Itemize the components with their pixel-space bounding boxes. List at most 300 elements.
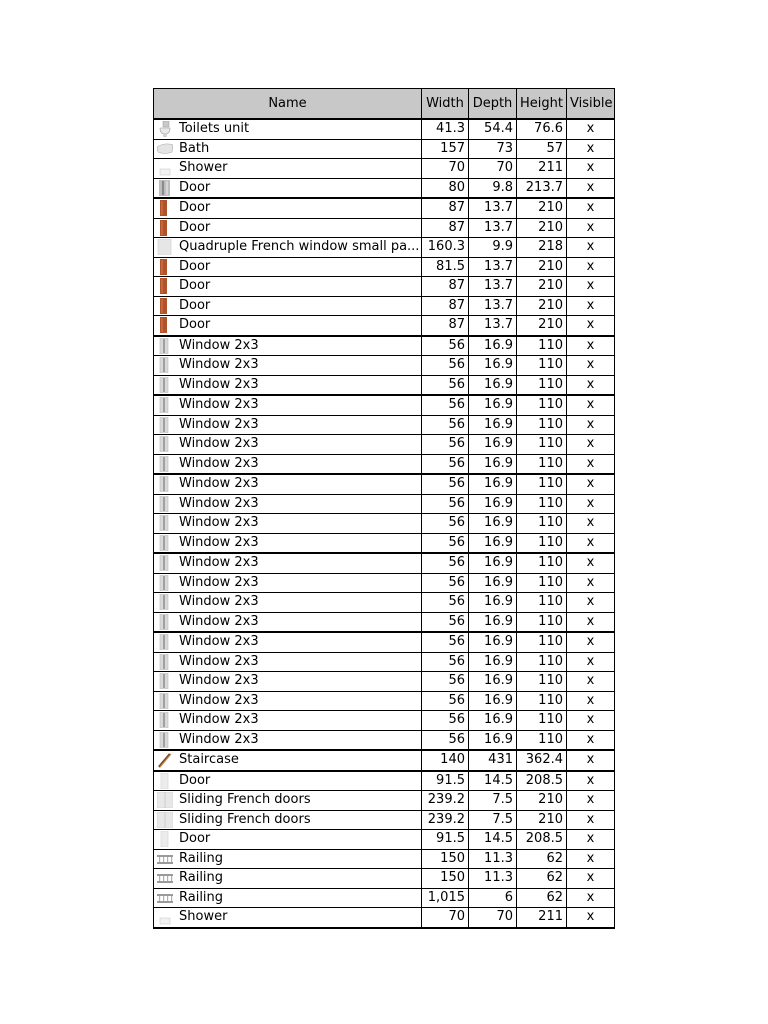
cell-depth: 6	[469, 888, 517, 908]
cell-visible[interactable]: x	[567, 632, 615, 652]
table-row[interactable]	[154, 830, 615, 850]
cell-visible[interactable]: x	[567, 672, 615, 692]
window-icon	[157, 397, 173, 413]
table-row[interactable]	[154, 178, 615, 198]
table-row[interactable]	[154, 238, 615, 258]
table-row[interactable]	[154, 612, 615, 632]
window-icon	[157, 456, 173, 472]
table-row[interactable]	[154, 356, 615, 376]
cell-visible[interactable]: x	[567, 296, 615, 316]
cell-depth: 70	[469, 908, 517, 928]
item-name: Window 2x3	[179, 673, 259, 688]
cell-visible[interactable]: x	[567, 454, 615, 474]
cell-visible[interactable]: x	[567, 533, 615, 553]
toilet-icon	[157, 121, 173, 137]
item-name: Window 2x3	[179, 692, 259, 708]
cell-name	[154, 730, 422, 750]
column-header-width[interactable]: Width	[422, 89, 469, 120]
cell-width: 56	[422, 730, 469, 750]
cell-depth: 16.9	[469, 474, 517, 494]
cell-depth: 16.9	[469, 395, 517, 415]
cell-height: 110	[517, 454, 567, 474]
item-name: Window 2x3	[179, 376, 259, 392]
railing-icon	[157, 890, 173, 906]
cell-height: 110	[517, 415, 567, 435]
cell-depth: 70	[469, 159, 517, 179]
cell-visible[interactable]: x	[567, 750, 615, 771]
table-row[interactable]	[154, 435, 615, 455]
cell-depth: 9.8	[469, 178, 517, 198]
window-icon	[157, 594, 173, 610]
table-row[interactable]	[154, 672, 615, 692]
cell-visible[interactable]: x	[567, 514, 615, 534]
cell-width: 56	[422, 672, 469, 692]
table-row[interactable]	[154, 218, 615, 238]
cell-height: 110	[517, 711, 567, 731]
cell-visible[interactable]: x	[567, 593, 615, 613]
window-icon	[157, 535, 173, 551]
cell-height: 208.5	[517, 771, 567, 791]
cell-height: 211	[517, 908, 567, 928]
bath-icon	[157, 141, 173, 157]
item-name: Railing	[179, 889, 224, 905]
column-header-visible[interactable]: Visible	[567, 89, 615, 120]
cell-visible[interactable]: x	[567, 612, 615, 632]
cell-width: 56	[422, 632, 469, 652]
table-row[interactable]	[154, 711, 615, 731]
cell-name	[154, 198, 422, 218]
item-name: Window 2x3	[179, 534, 259, 550]
window-icon	[157, 357, 173, 373]
cell-visible[interactable]: x	[567, 573, 615, 593]
item-name: Door	[179, 297, 211, 313]
table-body	[154, 119, 615, 928]
cell-height: 110	[517, 514, 567, 534]
item-name: Window 2x3	[179, 357, 259, 372]
cell-height: 62	[517, 869, 567, 889]
cell-visible[interactable]: x	[567, 257, 615, 277]
cell-depth: 13.7	[469, 198, 517, 218]
cell-name	[154, 257, 422, 277]
cell-depth: 13.7	[469, 277, 517, 297]
cell-visible[interactable]: x	[567, 791, 615, 811]
cell-visible[interactable]: x	[567, 238, 615, 258]
cell-visible[interactable]: x	[567, 159, 615, 179]
cell-visible[interactable]: x	[567, 198, 615, 218]
item-name: Window 2x3	[179, 634, 259, 649]
cell-height: 110	[517, 494, 567, 514]
cell-name	[154, 296, 422, 316]
cell-depth: 11.3	[469, 869, 517, 889]
cell-height: 62	[517, 849, 567, 869]
item-name: Window 2x3	[179, 555, 259, 570]
cell-name	[154, 178, 422, 198]
cell-name	[154, 750, 422, 771]
cell-width: 56	[422, 533, 469, 553]
item-name: Door	[179, 278, 211, 293]
cell-height: 210	[517, 810, 567, 830]
table-row[interactable]	[154, 791, 615, 811]
cell-name	[154, 652, 422, 672]
item-name: Window 2x3	[179, 653, 259, 669]
door-wood-icon	[157, 278, 173, 294]
cell-name	[154, 336, 422, 356]
door-wood-icon	[157, 200, 173, 216]
table-row[interactable]	[154, 652, 615, 672]
cell-depth: 16.9	[469, 573, 517, 593]
item-name: Door	[179, 772, 211, 788]
table-header-row	[154, 89, 615, 120]
cell-width: 1,015	[422, 888, 469, 908]
table-row[interactable]	[154, 849, 615, 869]
cell-width: 56	[422, 415, 469, 435]
cell-height: 362.4	[517, 750, 567, 771]
cell-width: 56	[422, 375, 469, 395]
cell-name	[154, 791, 422, 811]
table-row[interactable]	[154, 730, 615, 750]
table-row[interactable]	[154, 415, 615, 435]
cell-name	[154, 869, 422, 889]
window-icon	[157, 377, 173, 393]
table-row[interactable]	[154, 869, 615, 889]
item-name: Window 2x3	[179, 574, 259, 590]
cell-name	[154, 474, 422, 494]
cell-depth: 7.5	[469, 791, 517, 811]
cell-visible[interactable]: x	[567, 691, 615, 711]
shower-icon	[157, 160, 173, 176]
door-wood-icon	[157, 220, 173, 236]
cell-visible[interactable]: x	[567, 316, 615, 336]
cell-depth: 11.3	[469, 849, 517, 869]
cell-width: 80	[422, 178, 469, 198]
cell-height: 110	[517, 356, 567, 376]
table-row[interactable]	[154, 494, 615, 514]
cell-depth: 16.9	[469, 730, 517, 750]
cell-width: 87	[422, 277, 469, 297]
cell-depth: 16.9	[469, 356, 517, 376]
window-icon	[157, 476, 173, 492]
cell-height: 210	[517, 296, 567, 316]
cell-width: 56	[422, 553, 469, 573]
window-icon	[157, 673, 173, 689]
cell-depth: 14.5	[469, 771, 517, 791]
cell-height: 110	[517, 593, 567, 613]
window-icon	[157, 654, 173, 670]
item-name: Window 2x3	[179, 613, 259, 629]
column-header-depth[interactable]: Depth	[469, 89, 517, 120]
item-name: Window 2x3	[179, 495, 259, 511]
cell-depth: 13.7	[469, 218, 517, 238]
cell-height: 110	[517, 632, 567, 652]
cell-name	[154, 514, 422, 534]
cell-depth: 16.9	[469, 632, 517, 652]
cell-visible[interactable]: x	[567, 435, 615, 455]
item-name: Toilets unit	[179, 121, 250, 136]
cell-height: 210	[517, 277, 567, 297]
sliding-door-icon	[157, 812, 173, 828]
railing-icon	[157, 851, 173, 867]
cell-width: 56	[422, 612, 469, 632]
item-name: Window 2x3	[179, 515, 259, 530]
window-icon	[157, 712, 173, 728]
item-name: Window 2x3	[179, 712, 259, 727]
table-row[interactable]	[154, 533, 615, 553]
cell-depth: 16.9	[469, 336, 517, 356]
cell-depth: 16.9	[469, 514, 517, 534]
cell-name	[154, 159, 422, 179]
item-name: Railing	[179, 850, 224, 866]
cell-height: 110	[517, 612, 567, 632]
cell-height: 110	[517, 730, 567, 750]
cell-name	[154, 672, 422, 692]
cell-name	[154, 218, 422, 238]
table-row[interactable]	[154, 159, 615, 179]
window-icon	[157, 614, 173, 630]
cell-name	[154, 356, 422, 376]
cell-visible[interactable]: x	[567, 494, 615, 514]
item-name: Railing	[179, 870, 224, 885]
cell-visible[interactable]: x	[567, 771, 615, 791]
cell-depth: 16.9	[469, 454, 517, 474]
table-row[interactable]	[154, 553, 615, 573]
cell-visible[interactable]: x	[567, 810, 615, 830]
cell-height: 208.5	[517, 830, 567, 850]
door-white-icon	[157, 773, 173, 789]
cell-name	[154, 908, 422, 928]
cell-depth: 7.5	[469, 810, 517, 830]
cell-width: 87	[422, 218, 469, 238]
cell-width: 56	[422, 514, 469, 534]
cell-visible[interactable]: x	[567, 277, 615, 297]
cell-visible[interactable]: x	[567, 652, 615, 672]
table-row[interactable]	[154, 514, 615, 534]
cell-visible[interactable]: x	[567, 553, 615, 573]
cell-height: 210	[517, 198, 567, 218]
french-window-icon	[157, 239, 173, 255]
cell-visible[interactable]: x	[567, 711, 615, 731]
cell-name	[154, 277, 422, 297]
cell-depth: 13.7	[469, 296, 517, 316]
cell-name	[154, 632, 422, 652]
item-name: Bath	[179, 140, 210, 156]
cell-name	[154, 316, 422, 336]
table-row[interactable]	[154, 810, 615, 830]
cell-height: 110	[517, 573, 567, 593]
item-name: Staircase	[179, 752, 239, 767]
cell-depth: 73	[469, 139, 517, 159]
cell-width: 41.3	[422, 119, 469, 139]
cell-visible[interactable]: x	[567, 869, 615, 889]
cell-visible[interactable]: x	[567, 218, 615, 238]
cell-visible[interactable]: x	[567, 415, 615, 435]
railing-icon	[157, 870, 173, 886]
cell-visible[interactable]: x	[567, 888, 615, 908]
table-row[interactable]	[154, 771, 615, 791]
item-name: Door	[179, 200, 211, 215]
cell-height: 211	[517, 159, 567, 179]
table-row[interactable]	[154, 691, 615, 711]
cell-name	[154, 139, 422, 159]
item-name: Window 2x3	[179, 397, 259, 412]
cell-width: 56	[422, 711, 469, 731]
item-name: Door	[179, 219, 211, 235]
item-name: Window 2x3	[179, 416, 259, 432]
table-row[interactable]	[154, 474, 615, 494]
cell-depth: 16.9	[469, 415, 517, 435]
window-icon	[157, 732, 173, 748]
door-grey-icon	[157, 180, 173, 196]
cell-width: 56	[422, 652, 469, 672]
item-name: Window 2x3	[179, 731, 259, 747]
cell-name	[154, 612, 422, 632]
cell-name	[154, 533, 422, 553]
cell-width: 87	[422, 198, 469, 218]
cell-width: 56	[422, 691, 469, 711]
cell-height: 110	[517, 435, 567, 455]
cell-name	[154, 395, 422, 415]
cell-width: 157	[422, 139, 469, 159]
item-name: Window 2x3	[179, 337, 259, 353]
window-icon	[157, 338, 173, 354]
cell-visible[interactable]: x	[567, 474, 615, 494]
cell-width: 87	[422, 296, 469, 316]
cell-width: 56	[422, 435, 469, 455]
table-row[interactable]	[154, 573, 615, 593]
furniture-list	[153, 88, 614, 929]
cell-height: 62	[517, 888, 567, 908]
cell-name	[154, 830, 422, 850]
cell-name	[154, 454, 422, 474]
cell-visible[interactable]: x	[567, 356, 615, 376]
column-header-height[interactable]: Height	[517, 89, 567, 120]
table-row[interactable]	[154, 593, 615, 613]
table-row[interactable]	[154, 888, 615, 908]
item-name: Quadruple French window small pa...	[179, 239, 420, 254]
cell-name	[154, 415, 422, 435]
cell-width: 56	[422, 454, 469, 474]
cell-visible[interactable]: x	[567, 908, 615, 928]
table-row[interactable]	[154, 336, 615, 356]
cell-height: 210	[517, 257, 567, 277]
item-name: Window 2x3	[179, 436, 259, 451]
cell-depth: 16.9	[469, 533, 517, 553]
cell-depth: 16.9	[469, 691, 517, 711]
cell-visible[interactable]: x	[567, 849, 615, 869]
cell-width: 56	[422, 395, 469, 415]
furniture-table	[153, 88, 615, 929]
cell-depth: 16.9	[469, 652, 517, 672]
cell-visible[interactable]: x	[567, 139, 615, 159]
item-name: Sliding French doors	[179, 811, 311, 827]
column-header-name[interactable]: Name	[154, 89, 422, 120]
table-row[interactable]	[154, 277, 615, 297]
cell-width: 70	[422, 159, 469, 179]
table-row[interactable]	[154, 198, 615, 218]
cell-height: 210	[517, 218, 567, 238]
item-name: Door	[179, 317, 211, 332]
cell-visible[interactable]: x	[567, 336, 615, 356]
cell-width: 56	[422, 336, 469, 356]
item-name: Window 2x3	[179, 455, 259, 471]
cell-depth: 9.9	[469, 238, 517, 258]
cell-depth: 13.7	[469, 257, 517, 277]
window-icon	[157, 515, 173, 531]
cell-name	[154, 711, 422, 731]
cell-name	[154, 435, 422, 455]
cell-visible[interactable]: x	[567, 119, 615, 139]
cell-name	[154, 810, 422, 830]
table-row[interactable]	[154, 316, 615, 336]
cell-depth: 54.4	[469, 119, 517, 139]
door-wood-icon	[157, 298, 173, 314]
table-row[interactable]	[154, 257, 615, 277]
cell-height: 57	[517, 139, 567, 159]
table-row[interactable]	[154, 908, 615, 928]
cell-visible[interactable]: x	[567, 375, 615, 395]
table-row[interactable]	[154, 139, 615, 159]
cell-name	[154, 888, 422, 908]
table-row[interactable]	[154, 750, 615, 771]
cell-width: 150	[422, 869, 469, 889]
cell-name	[154, 849, 422, 869]
sliding-door-icon	[157, 792, 173, 808]
cell-height: 110	[517, 553, 567, 573]
cell-visible[interactable]: x	[567, 178, 615, 198]
window-icon	[157, 634, 173, 650]
window-icon	[157, 575, 173, 591]
cell-visible[interactable]: x	[567, 395, 615, 415]
cell-height: 76.6	[517, 119, 567, 139]
cell-height: 110	[517, 691, 567, 711]
table-row[interactable]	[154, 395, 615, 415]
cell-depth: 16.9	[469, 494, 517, 514]
table-row[interactable]	[154, 454, 615, 474]
cell-name	[154, 238, 422, 258]
table-row[interactable]	[154, 632, 615, 652]
item-name: Door	[179, 179, 211, 195]
cell-width: 56	[422, 494, 469, 514]
cell-height: 110	[517, 336, 567, 356]
cell-visible[interactable]: x	[567, 730, 615, 750]
cell-depth: 431	[469, 750, 517, 771]
item-name: Shower	[179, 160, 228, 175]
cell-height: 110	[517, 395, 567, 415]
cell-width: 239.2	[422, 810, 469, 830]
table-row[interactable]	[154, 375, 615, 395]
cell-depth: 16.9	[469, 375, 517, 395]
cell-height: 110	[517, 533, 567, 553]
window-icon	[157, 693, 173, 709]
cell-height: 110	[517, 375, 567, 395]
cell-width: 87	[422, 316, 469, 336]
window-icon	[157, 417, 173, 433]
shower-icon	[157, 909, 173, 925]
window-icon	[157, 436, 173, 452]
cell-name	[154, 691, 422, 711]
cell-width: 160.3	[422, 238, 469, 258]
cell-name	[154, 494, 422, 514]
item-name: Shower	[179, 909, 228, 924]
cell-width: 56	[422, 593, 469, 613]
table-row[interactable]	[154, 296, 615, 316]
cell-height: 110	[517, 652, 567, 672]
cell-width: 81.5	[422, 257, 469, 277]
table-row[interactable]	[154, 119, 615, 139]
cell-height: 210	[517, 316, 567, 336]
cell-width: 56	[422, 573, 469, 593]
cell-visible[interactable]: x	[567, 830, 615, 850]
cell-name	[154, 553, 422, 573]
